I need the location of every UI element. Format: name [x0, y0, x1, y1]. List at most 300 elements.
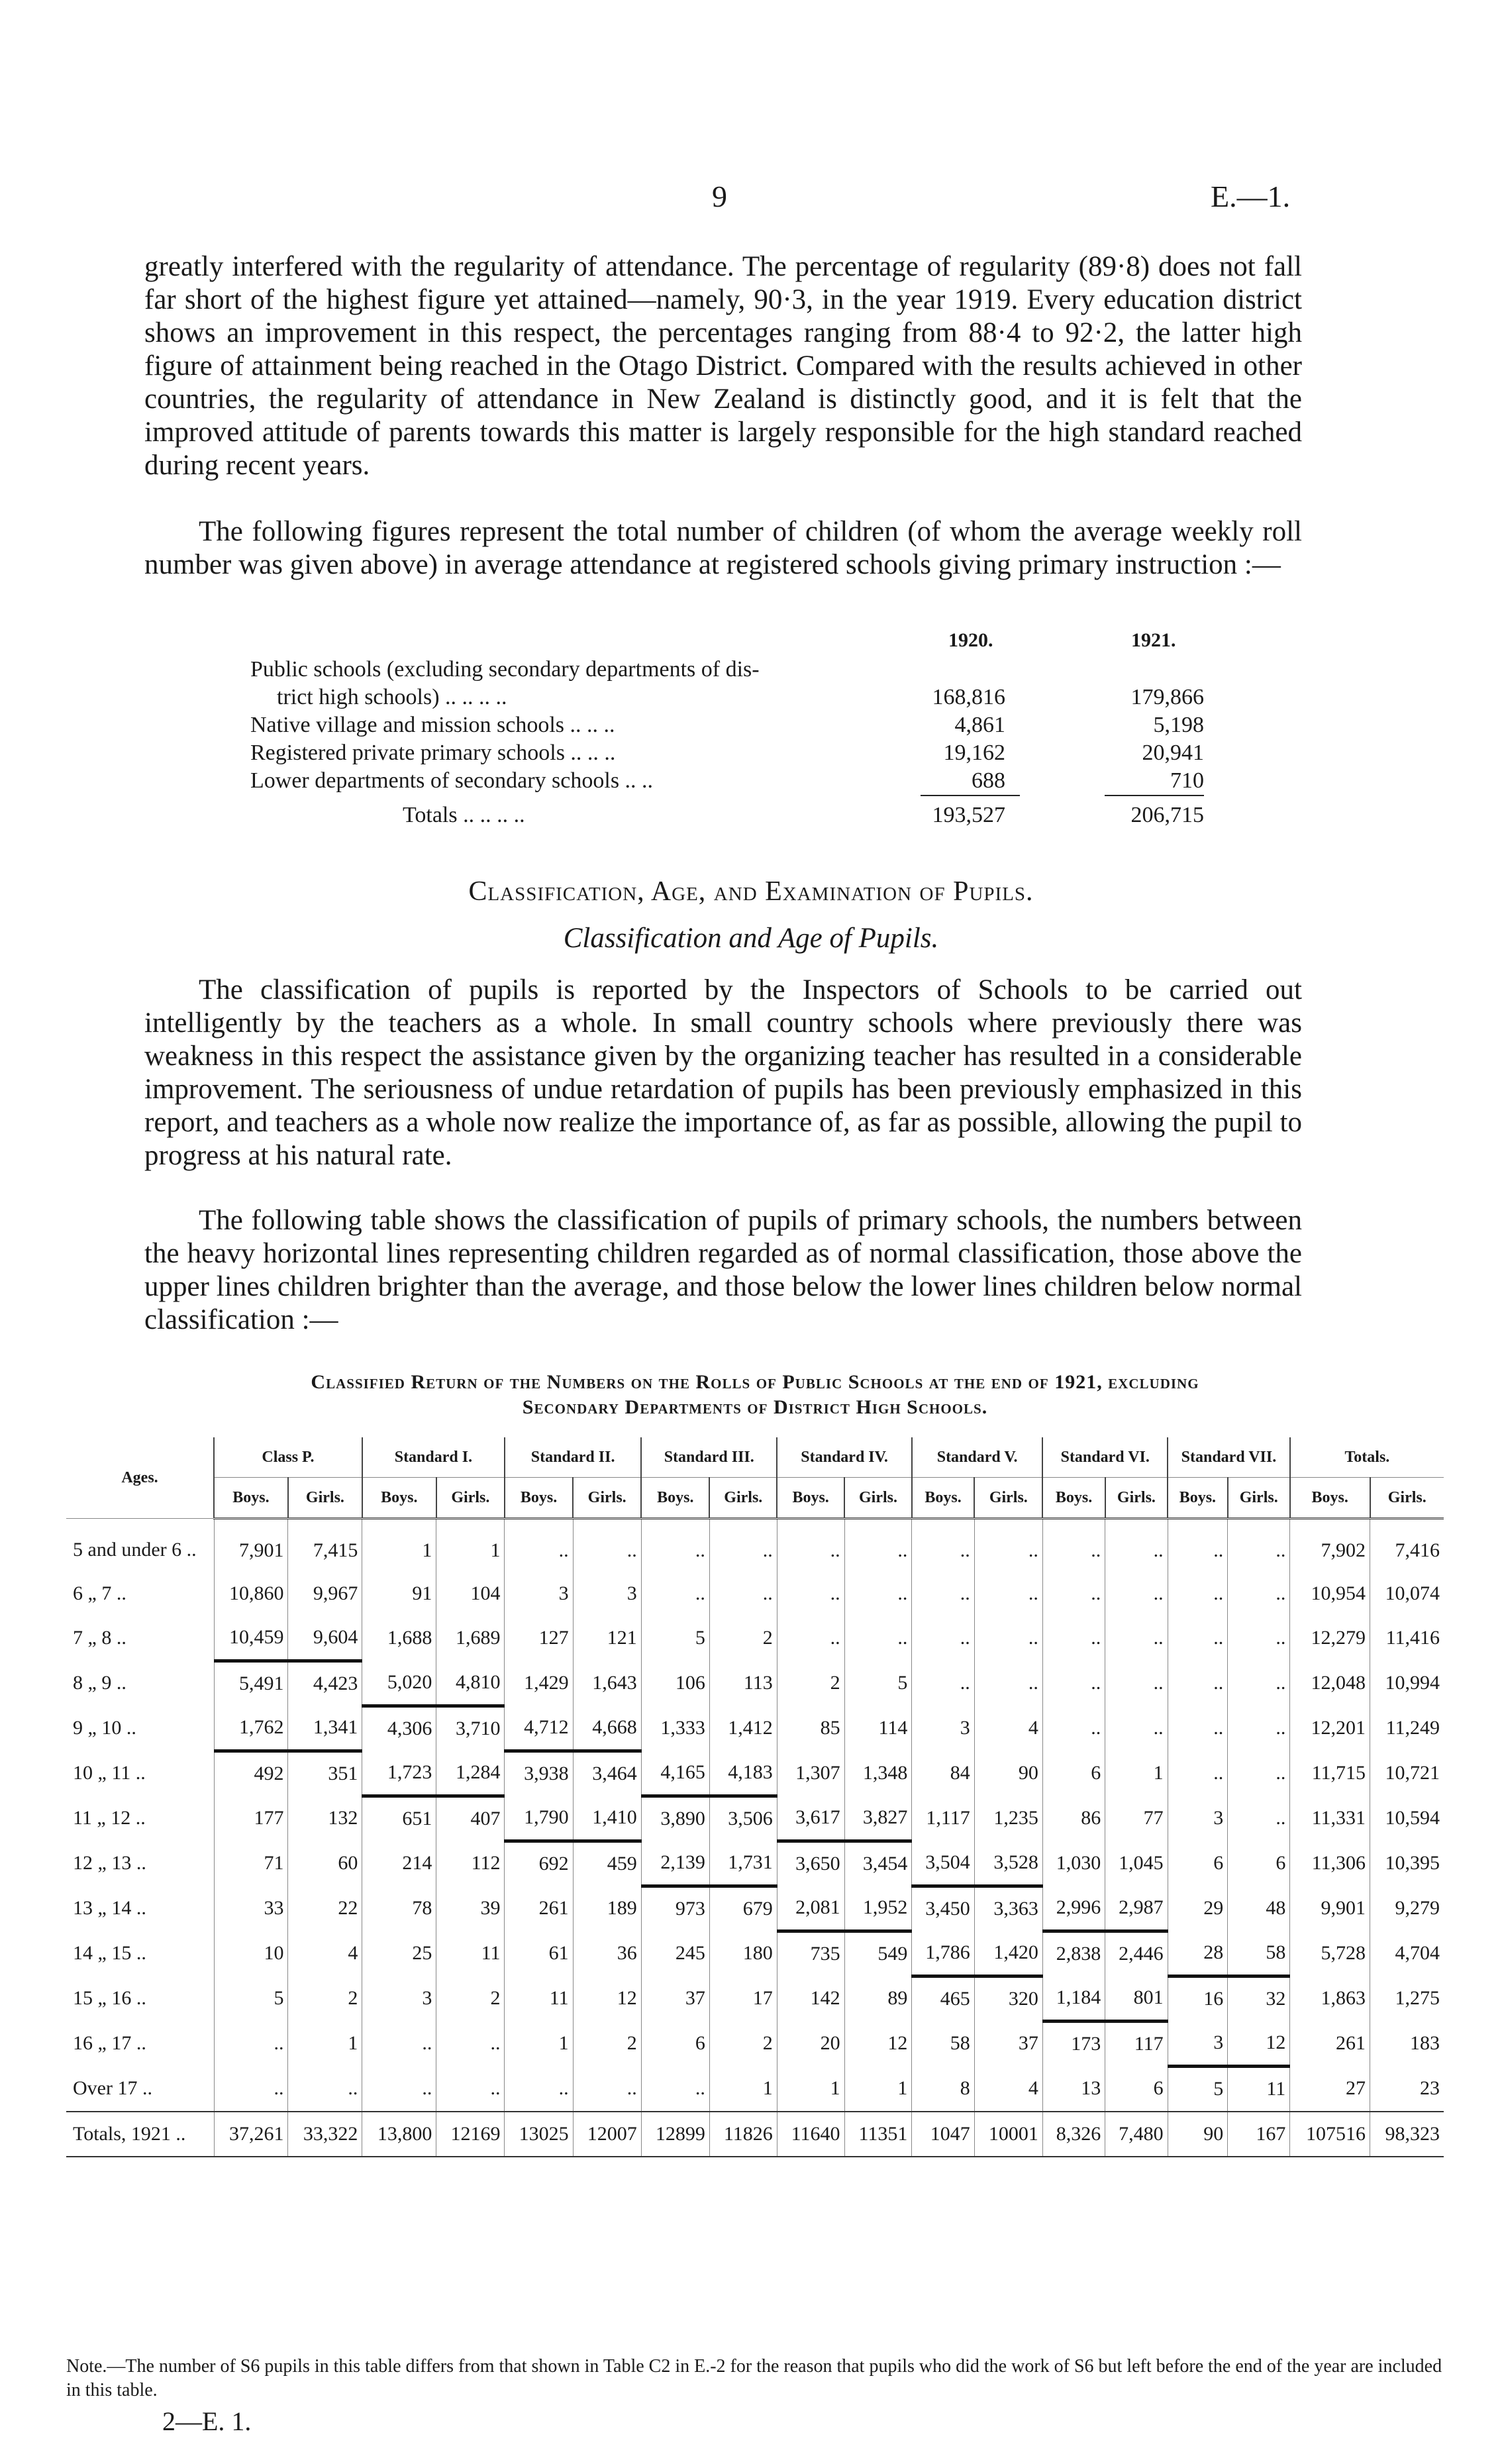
table-cell: ..: [777, 1572, 844, 1616]
table-cell: ..: [505, 1519, 573, 1572]
table-cell: ..: [912, 1661, 974, 1706]
table-cell: 5,728: [1290, 1931, 1370, 1976]
table-cell: ..: [362, 2021, 436, 2066]
table-cell: 1: [288, 2021, 362, 2066]
table-cell: 36: [573, 1931, 641, 1976]
table-cell: 189: [573, 1886, 641, 1931]
table-cell: ..: [1168, 1572, 1228, 1616]
table-cell: 1,235: [974, 1796, 1042, 1841]
table-cell: ..: [573, 2066, 641, 2112]
table-cell: 3,827: [844, 1796, 912, 1841]
table-cell: ..: [641, 1572, 709, 1616]
table-cell: 3,504: [912, 1841, 974, 1886]
table-cell: 5,491: [214, 1661, 288, 1706]
table-cell: 8,326: [1042, 2112, 1105, 2157]
table-cell: 10,954: [1290, 1572, 1370, 1616]
age-label: 7 „ 8 ..: [73, 1627, 126, 1649]
table-row: [66, 1706, 1444, 1751]
table-cell: ..: [844, 1616, 912, 1661]
boys-header: Boys.: [1042, 1478, 1105, 1519]
table-cell: 112: [436, 1841, 505, 1886]
table-cell: 7,415: [288, 1519, 362, 1572]
table-cell: 33,322: [288, 2112, 362, 2157]
table-cell: 3,890: [641, 1796, 709, 1841]
table-cell: 1,117: [912, 1796, 974, 1841]
table-cell: 1,420: [974, 1931, 1042, 1976]
age-label: 12 „ 13 ..: [73, 1852, 146, 1874]
table-cell: 104: [436, 1572, 505, 1616]
age-label: Over 17 ..: [73, 2077, 152, 2099]
table-cell: 6: [1168, 1841, 1228, 1886]
table-cell: 9,279: [1370, 1886, 1444, 1931]
row-label: Native village and mission schools .. .. ..: [250, 713, 615, 737]
value-1920: 19,162: [943, 741, 1005, 765]
table-cell: 33: [214, 1886, 288, 1931]
table-cell: ..: [1228, 1751, 1290, 1796]
table-cell: 1,307: [777, 1751, 844, 1796]
table-row: [66, 1616, 1444, 1661]
table-cell: 22: [288, 1886, 362, 1931]
group-header: Standard II.: [505, 1437, 641, 1478]
age-label: 10 „ 11 ..: [73, 1762, 146, 1784]
table-cell: 1,688: [362, 1616, 436, 1661]
value-1921: 179,866: [1130, 685, 1204, 709]
table-cell: 3: [573, 1572, 641, 1616]
table-cell: ..: [1105, 1519, 1168, 1572]
table-cell: 12007: [573, 2112, 641, 2157]
table-cell: ..: [1042, 1661, 1105, 1706]
table-cell: 6: [1042, 1751, 1105, 1796]
table-cell: 90: [974, 1751, 1042, 1796]
totals-label: Totals .. .. .. ..: [403, 803, 525, 827]
table-cell: 2,139: [641, 1841, 709, 1886]
total-1921: 206,715: [1130, 803, 1204, 827]
table-cell: 3,650: [777, 1841, 844, 1886]
table-cell: ..: [709, 1519, 777, 1572]
table-cell: ..: [1228, 1519, 1290, 1572]
table-cell: 3,363: [974, 1886, 1042, 1931]
table-cell: 106: [641, 1661, 709, 1706]
table-cell: 2,987: [1105, 1886, 1168, 1931]
table-cell: 12,201: [1290, 1706, 1370, 1751]
table-cell: 58: [912, 2021, 974, 2066]
girls-header: Girls.: [288, 1478, 362, 1519]
table-cell: ..: [974, 1519, 1042, 1572]
table-cell: ..: [214, 2066, 288, 2112]
table-cell: 86: [1042, 1796, 1105, 1841]
table-cell: 61: [505, 1931, 573, 1976]
table-cell: 8: [912, 2066, 974, 2112]
table-caption-line-2: Secondary Departments of District High Schools.: [522, 1396, 988, 1418]
table-row: [66, 1841, 1444, 1886]
group-header: Standard VII.: [1168, 1437, 1290, 1478]
table-cell: 692: [505, 1841, 573, 1886]
table-row: [66, 2066, 1444, 2112]
table-cell: ..: [1168, 1616, 1228, 1661]
table-cell: 2: [709, 1616, 777, 1661]
table-cell: ..: [1228, 1796, 1290, 1841]
table-cell: 1,412: [709, 1706, 777, 1751]
table-row: [66, 1886, 1444, 1931]
table-cell: 11,416: [1370, 1616, 1444, 1661]
table-cell: 2,081: [777, 1886, 844, 1931]
table-cell: 735: [777, 1931, 844, 1976]
section-heading: Classification, Age, and Examination of Pupils.: [468, 876, 1034, 907]
table-cell: 10001: [974, 2112, 1042, 2157]
table-row: [66, 1931, 1444, 1976]
table-cell: 2: [777, 1661, 844, 1706]
table-cell: 4: [974, 1706, 1042, 1751]
table-cell: 90: [1168, 2112, 1228, 2157]
boys-header: Boys.: [1168, 1478, 1228, 1519]
boys-header: Boys.: [912, 1478, 974, 1519]
table-cell: ..: [1105, 1572, 1168, 1616]
table-cell: 12: [573, 1976, 641, 2021]
table-cell: 1,045: [1105, 1841, 1168, 1886]
table-cell: 85: [777, 1706, 844, 1751]
table-cell: 1,790: [505, 1796, 573, 1841]
table-cell: 12,279: [1290, 1616, 1370, 1661]
table-cell: 12: [1228, 2021, 1290, 2066]
girls-header: Girls.: [1228, 1478, 1290, 1519]
table-cell: ..: [1168, 1751, 1228, 1796]
table-cell: ..: [288, 2066, 362, 2112]
table-cell: 1,762: [214, 1706, 288, 1751]
table-cell: 27: [1290, 2066, 1370, 2112]
table-cell: 679: [709, 1886, 777, 1931]
totals-row: [66, 2112, 1444, 2157]
table-cell: 1,284: [436, 1751, 505, 1796]
table-row: [66, 1751, 1444, 1796]
girls-header: Girls.: [709, 1478, 777, 1519]
table-cell: ..: [641, 2066, 709, 2112]
year-header-1920: 1920.: [948, 629, 993, 651]
table-cell: 2: [436, 1976, 505, 2021]
table-cell: 3: [1168, 2021, 1228, 2066]
table-cell: ..: [1228, 1661, 1290, 1706]
table-cell: 5: [641, 1616, 709, 1661]
table-cell: 1047: [912, 2112, 974, 2157]
table-cell: 3: [505, 1572, 573, 1616]
sum-rule-1920: [921, 795, 1020, 796]
paragraph-table-intro: The following table shows the classification of pupils of primary schools, the numbers between the heavy horizontal lines representing children regarded as of normal classification, those above the upper lines children brighter than the average, and those below the lower lines children below normal classification :—: [144, 1205, 1302, 1335]
girls-header: Girls.: [573, 1478, 641, 1519]
table-cell: 1,275: [1370, 1976, 1444, 2021]
table-cell: 459: [573, 1841, 641, 1886]
table-cell: 11,715: [1290, 1751, 1370, 1796]
row-label: Lower departments of secondary schools .. ..: [250, 768, 654, 793]
table-cell: 107516: [1290, 2112, 1370, 2157]
age-label: 9 „ 10 ..: [73, 1717, 136, 1739]
table-cell: 1,952: [844, 1886, 912, 1931]
table-cell: 1,863: [1290, 1976, 1370, 2021]
age-label: 5 and under 6 ..: [73, 1539, 197, 1561]
age-label: 16 „ 17 ..: [73, 2032, 146, 2054]
table-cell: 3: [362, 1976, 436, 2021]
age-label: 6 „ 7 ..: [73, 1582, 126, 1605]
table-cell: 1: [844, 2066, 912, 2112]
boys-header: Boys.: [362, 1478, 436, 1519]
year-header-1921: 1921.: [1131, 629, 1176, 651]
table-cell: ..: [1105, 1661, 1168, 1706]
table-cell: ..: [912, 1519, 974, 1572]
girls-header: Girls.: [1105, 1478, 1168, 1519]
table-cell: ..: [777, 1519, 844, 1572]
table-cell: ..: [974, 1572, 1042, 1616]
table-cell: ..: [1042, 1572, 1105, 1616]
paragraph-attendance-intro: The following figures represent the total number of children (of whom the average weekly roll number was given above) in average attendance at registered schools giving primary instruction :—: [144, 516, 1302, 580]
table-cell: 1,348: [844, 1751, 912, 1796]
table-cell: 9,604: [288, 1616, 362, 1661]
sum-rule-1921: [1105, 795, 1204, 796]
table-cell: 12: [844, 2021, 912, 2066]
table-cell: ..: [912, 1616, 974, 1661]
table-cell: 2: [573, 2021, 641, 2066]
table-cell: 177: [214, 1796, 288, 1841]
table-cell: 113: [709, 1661, 777, 1706]
age-label: 8 „ 9 ..: [73, 1672, 126, 1694]
table-cell: 3,454: [844, 1841, 912, 1886]
table-cell: 10,994: [1370, 1661, 1444, 1706]
table-cell: ..: [1228, 1706, 1290, 1751]
table-cell: ..: [436, 2066, 505, 2112]
table-cell: 6: [1228, 1841, 1290, 1886]
table-cell: ..: [573, 1519, 641, 1572]
table-cell: 4,712: [505, 1706, 573, 1751]
paragraph-classification: The classification of pupils is reported by the Inspectors of Schools to be carried out intelligently by the teachers as a whole. In small country schools where previously there was weakness in this respect the assistance given by the organizing teacher has resulted in a considerable improvement. The seriousness of undue retardation of pupils has been previously emphasized in this report, and teachers as a whole now realize the importance of, as far as possible, allowing the pupil to progress at his natural rate.: [144, 974, 1302, 1171]
table-row: [66, 1519, 1444, 1572]
group-header-row: [66, 1437, 1444, 1478]
table-cell: 2: [288, 1976, 362, 2021]
table-cell: 11: [436, 1931, 505, 1976]
value-1921: 20,941: [1142, 741, 1204, 765]
table-cell: 3,450: [912, 1886, 974, 1931]
table-cell: ..: [214, 2021, 288, 2066]
page-number: 9: [712, 180, 727, 213]
table-cell: ..: [912, 1572, 974, 1616]
table-cell: 37: [974, 2021, 1042, 2066]
table-cell: 1,333: [641, 1706, 709, 1751]
table-cell: ..: [1168, 1661, 1228, 1706]
boys-header: Boys.: [1290, 1478, 1370, 1519]
table-cell: 7,901: [214, 1519, 288, 1572]
table-cell: 214: [362, 1841, 436, 1886]
table-cell: 167: [1228, 2112, 1290, 2157]
table-cell: 3: [912, 1706, 974, 1751]
table-cell: 4,668: [573, 1706, 641, 1751]
table-cell: 78: [362, 1886, 436, 1931]
table-cell: 1,643: [573, 1661, 641, 1706]
group-header: Standard IV.: [777, 1437, 912, 1478]
boys-header: Boys.: [505, 1478, 573, 1519]
table-cell: 320: [974, 1976, 1042, 2021]
table-cell: 4: [288, 1931, 362, 1976]
table-caption-line-1: Classified Return of the Numbers on the Rolls of Public Schools at the end of 1921, excluding: [311, 1371, 1199, 1393]
table-cell: 13,800: [362, 2112, 436, 2157]
table-cell: 1,786: [912, 1931, 974, 1976]
classification-table: [66, 1437, 1444, 2157]
table-cell: 1,723: [362, 1751, 436, 1796]
table-cell: ..: [1228, 1572, 1290, 1616]
table-cell: 12,048: [1290, 1661, 1370, 1706]
table-cell: 11,306: [1290, 1841, 1370, 1886]
table-cell: 12899: [641, 2112, 709, 2157]
table-cell: 29: [1168, 1886, 1228, 1931]
table-cell: 651: [362, 1796, 436, 1841]
girls-header: Girls.: [1370, 1478, 1444, 1519]
table-cell: 10,594: [1370, 1796, 1444, 1841]
table-cell: 4,704: [1370, 1931, 1444, 1976]
table-cell: 1,731: [709, 1841, 777, 1886]
table-cell: 91: [362, 1572, 436, 1616]
section-subheading: Classification and Age of Pupils.: [563, 923, 939, 954]
table-cell: 84: [912, 1751, 974, 1796]
table-cell: 261: [505, 1886, 573, 1931]
table-cell: 3,464: [573, 1751, 641, 1796]
ages-header: Ages.: [66, 1437, 214, 1519]
table-cell: 180: [709, 1931, 777, 1976]
table-cell: 6: [1105, 2066, 1168, 2112]
table-cell: 10,721: [1370, 1751, 1444, 1796]
table-row: [66, 1572, 1444, 1616]
table-cell: 7,416: [1370, 1519, 1444, 1572]
table-cell: 58: [1228, 1931, 1290, 1976]
table-cell: 2,996: [1042, 1886, 1105, 1931]
table-cell: 11: [505, 1976, 573, 2021]
table-cell: ..: [1105, 1706, 1168, 1751]
table-cell: ..: [362, 2066, 436, 2112]
table-cell: 11640: [777, 2112, 844, 2157]
table-cell: 5: [214, 1976, 288, 2021]
table-cell: 11: [1228, 2066, 1290, 2112]
table-cell: 6: [641, 2021, 709, 2066]
table-cell: 13025: [505, 2112, 573, 2157]
group-header: Standard V.: [912, 1437, 1042, 1478]
table-cell: 142: [777, 1976, 844, 2021]
table-cell: ..: [777, 1616, 844, 1661]
age-label: 11 „ 12 ..: [73, 1807, 146, 1829]
table-cell: 3,710: [436, 1706, 505, 1751]
table-cell: 11,249: [1370, 1706, 1444, 1751]
row-label: Registered private primary schools .. .. ..: [250, 741, 616, 765]
table-cell: 25: [362, 1931, 436, 1976]
table-cell: 3: [1168, 1796, 1228, 1841]
table-cell: 3,938: [505, 1751, 573, 1796]
table-cell: 2,446: [1105, 1931, 1168, 1976]
table-cell: 1,030: [1042, 1841, 1105, 1886]
table-cell: 28: [1168, 1931, 1228, 1976]
table-cell: 10,074: [1370, 1572, 1444, 1616]
table-cell: 5,020: [362, 1661, 436, 1706]
table-cell: 60: [288, 1841, 362, 1886]
table-cell: 5: [1168, 2066, 1228, 2112]
table-cell: ..: [436, 2021, 505, 2066]
table-cell: 48: [1228, 1886, 1290, 1931]
table-cell: 10,395: [1370, 1841, 1444, 1886]
table-cell: ..: [1228, 1616, 1290, 1661]
table-cell: 98,323: [1370, 2112, 1444, 2157]
table-cell: 1: [709, 2066, 777, 2112]
table-row: [66, 2021, 1444, 2066]
table-cell: ..: [974, 1661, 1042, 1706]
footer-signature: 2—E. 1.: [162, 2406, 252, 2436]
table-cell: ..: [1042, 1706, 1105, 1751]
table-cell: ..: [641, 1519, 709, 1572]
table-cell: 1,689: [436, 1616, 505, 1661]
table-cell: 407: [436, 1796, 505, 1841]
table-cell: ..: [844, 1572, 912, 1616]
table-row: [66, 1976, 1444, 2021]
row-label: Public schools (excluding secondary departments of dis-: [250, 657, 760, 682]
table-cell: 71: [214, 1841, 288, 1886]
table-cell: ..: [709, 1572, 777, 1616]
table-cell: 117: [1105, 2021, 1168, 2066]
age-label: 15 „ 16 ..: [73, 1987, 146, 2009]
table-cell: 973: [641, 1886, 709, 1931]
table-cell: 23: [1370, 2066, 1444, 2112]
table-cell: 32: [1228, 1976, 1290, 2021]
table-cell: 10,860: [214, 1572, 288, 1616]
table-cell: 121: [573, 1616, 641, 1661]
value-1921: 5,198: [1153, 713, 1204, 737]
table-cell: 77: [1105, 1796, 1168, 1841]
table-cell: 261: [1290, 2021, 1370, 2066]
table-cell: 89: [844, 1976, 912, 2021]
table-cell: 492: [214, 1751, 288, 1796]
table-cell: ..: [1168, 1706, 1228, 1751]
table-note: Note.—The number of S6 pupils in this table differs from that shown in Table C2 in E.-2 for the reason that pupils who did the work of S6 but left before the end of the year are included in this table.: [66, 2356, 1442, 2400]
table-cell: 4: [974, 2066, 1042, 2112]
table-cell: 245: [641, 1931, 709, 1976]
table-row: [66, 1661, 1444, 1706]
table-cell: 10: [214, 1931, 288, 1976]
table-cell: 2: [709, 2021, 777, 2066]
table-cell: ..: [1168, 1519, 1228, 1572]
table-cell: 9,901: [1290, 1886, 1370, 1931]
table-cell: 3,528: [974, 1841, 1042, 1886]
table-cell: 16: [1168, 1976, 1228, 2021]
table-cell: 114: [844, 1706, 912, 1751]
table-cell: 465: [912, 1976, 974, 2021]
group-header: Standard III.: [641, 1437, 777, 1478]
boys-header: Boys.: [777, 1478, 844, 1519]
girls-header: Girls.: [844, 1478, 912, 1519]
table-cell: 1: [436, 1519, 505, 1572]
table-cell: ..: [1042, 1519, 1105, 1572]
table-cell: 10,459: [214, 1616, 288, 1661]
table-cell: 4,810: [436, 1661, 505, 1706]
table-cell: 37,261: [214, 2112, 288, 2157]
value-1920: 168,816: [932, 685, 1005, 709]
girls-header: Girls.: [974, 1478, 1042, 1519]
girls-header: Girls.: [436, 1478, 505, 1519]
table-cell: 549: [844, 1931, 912, 1976]
age-label: Totals, 1921 ..: [66, 2112, 214, 2157]
value-1920: 4,861: [954, 713, 1005, 737]
table-cell: 801: [1105, 1976, 1168, 2021]
table-cell: 37: [641, 1976, 709, 2021]
boys-header: Boys.: [214, 1478, 288, 1519]
table-cell: ..: [1042, 1616, 1105, 1661]
table-cell: 1: [1105, 1751, 1168, 1796]
table-cell: 13: [1042, 2066, 1105, 2112]
table-cell: 11,331: [1290, 1796, 1370, 1841]
table-cell: 1: [777, 2066, 844, 2112]
boys-header: Boys.: [641, 1478, 709, 1519]
group-header: Class P.: [214, 1437, 362, 1478]
total-1920: 193,527: [932, 803, 1005, 827]
table-cell: 4,183: [709, 1751, 777, 1796]
